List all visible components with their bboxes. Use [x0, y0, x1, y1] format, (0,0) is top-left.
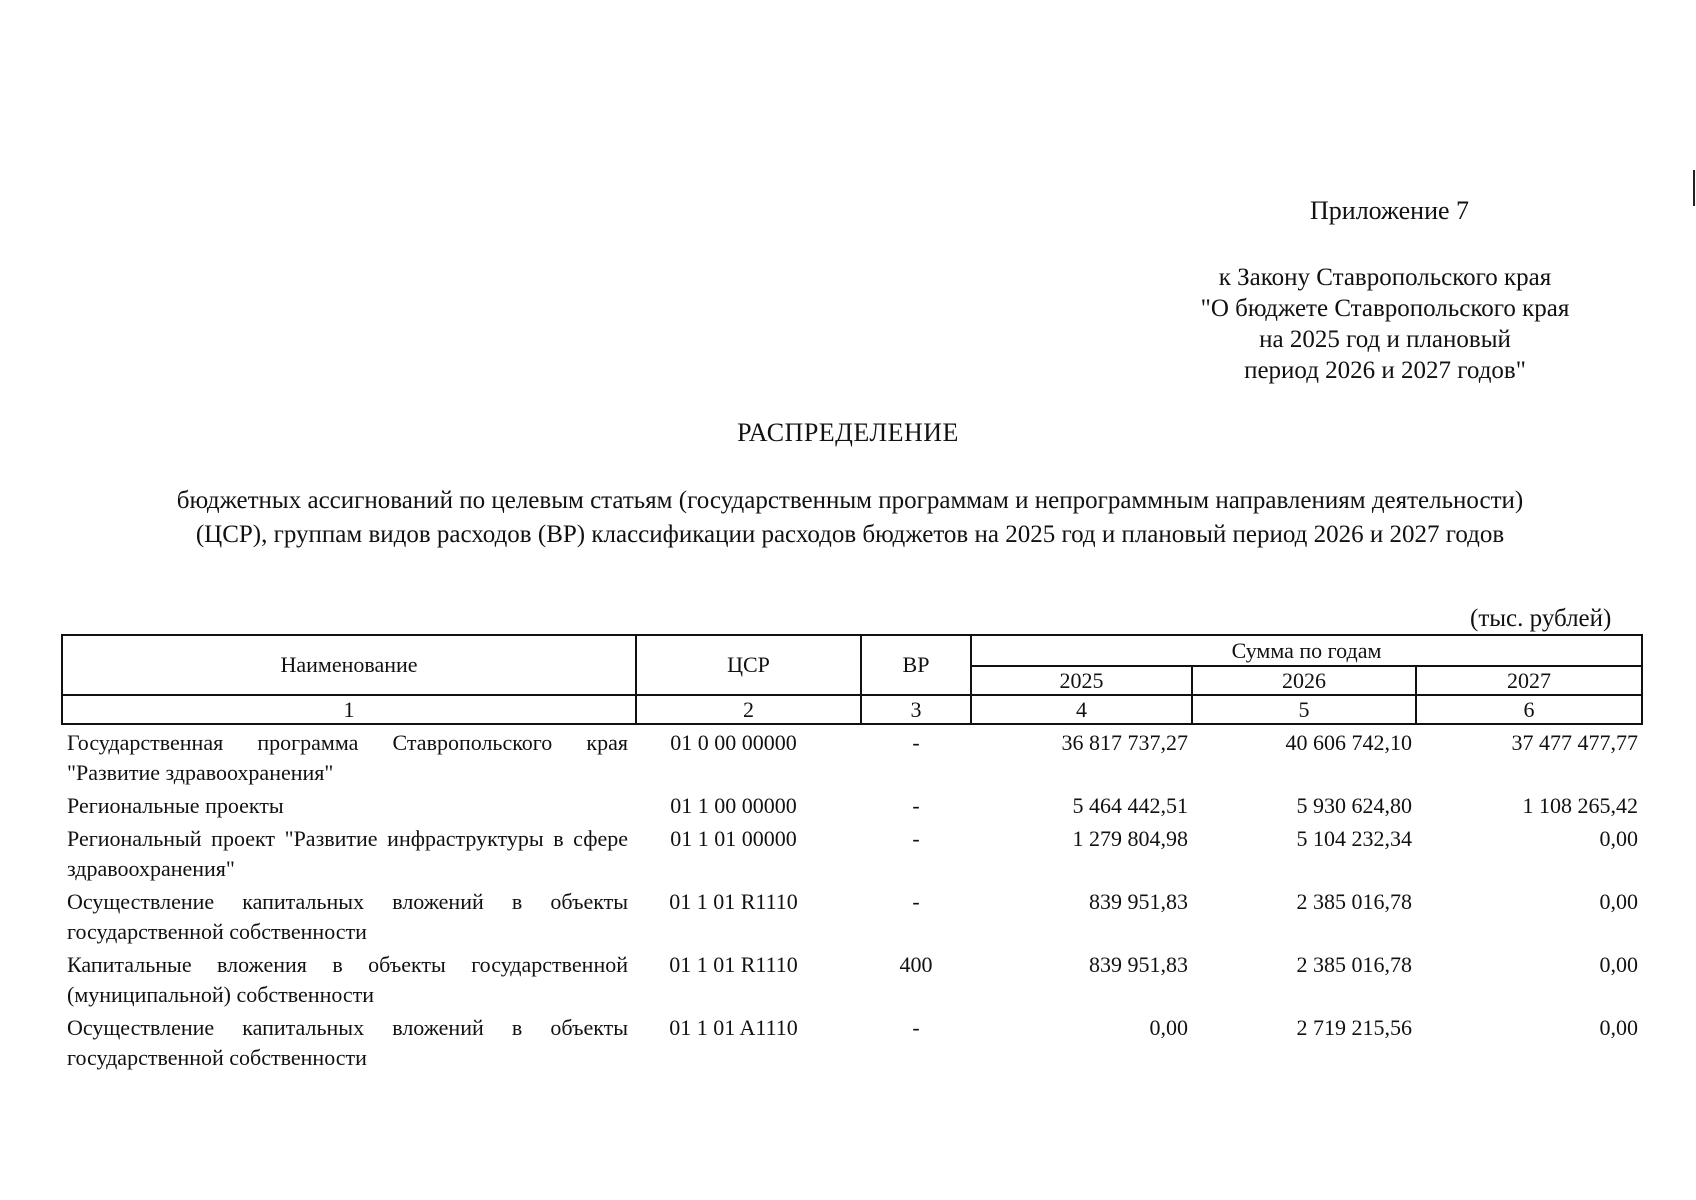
row-amount-2027: 0,00 [1599, 826, 1638, 851]
row-name: Осуществление капитальных вложений в объекты государственной собственности [67, 889, 628, 944]
law-reference-line: на 2025 год и плановый [1259, 326, 1511, 353]
table-row [62, 788, 1642, 821]
row-name: Региональный проект "Развитие инфраструктуры в сфере здравоохранения" [67, 826, 628, 881]
units-label: (тыс. рублей) [1470, 605, 1612, 632]
row-amount-2025: 0,00 [1149, 1015, 1188, 1040]
budget-table [61, 634, 1643, 1073]
row-amount-2025: 839 951,83 [1089, 889, 1188, 914]
row-csr: 01 1 01 A1110 [669, 1015, 798, 1040]
row-amount-2026: 5 930 624,80 [1296, 793, 1412, 818]
row-amount-2025: 5 464 442,51 [1072, 793, 1188, 818]
appendix-number: Приложение 7 [1310, 196, 1470, 225]
column-number: 4 [971, 695, 1192, 724]
header-csr: ЦСР [636, 635, 861, 695]
row-amount-2025: 839 951,83 [1089, 952, 1188, 977]
row-amount-2027: 0,00 [1599, 889, 1638, 914]
column-number: 1 [62, 695, 636, 724]
row-amount-2027: 37 477 477,77 [1511, 730, 1638, 755]
row-amount-2027: 0,00 [1599, 952, 1638, 977]
row-amount-2026: 2 385 016,78 [1296, 889, 1412, 914]
table-row [62, 1010, 1642, 1073]
column-number: 2 [636, 695, 861, 724]
row-amount-2027: 0,00 [1599, 1015, 1638, 1040]
row-amount-2027: 1 108 265,42 [1522, 793, 1638, 818]
column-number: 5 [1192, 695, 1416, 724]
row-vr: - [912, 730, 920, 755]
header-vr: ВР [861, 635, 971, 695]
header-sum-by-years: Сумма по годам [971, 635, 1642, 666]
row-amount-2026: 2 385 016,78 [1296, 952, 1412, 977]
law-reference [1150, 262, 1620, 386]
row-amount-2025: 36 817 737,27 [1061, 730, 1188, 755]
column-number: 6 [1416, 695, 1642, 724]
page-edge-mark [1693, 170, 1695, 206]
law-reference-line: "О бюджете Ставропольского края [1200, 295, 1570, 322]
column-number: 3 [861, 695, 971, 724]
row-amount-2026: 5 104 232,34 [1296, 826, 1412, 851]
table-row [62, 884, 1642, 947]
law-reference-line: к Закону Ставропольского края [1218, 264, 1552, 291]
row-name: Государственная программа Ставропольского края "Развитие здравоохранения" [67, 730, 628, 785]
row-amount-2026: 2 719 215,56 [1296, 1015, 1412, 1040]
row-csr: 01 1 01 00000 [670, 826, 797, 851]
row-vr: - [912, 1015, 920, 1040]
table-row [62, 724, 1642, 788]
subtitle-line: (ЦСР), группам видов расходов (ВР) классификации расходов бюджетов на 2025 год и плановый период 2026 и 2027 годов [195, 521, 1505, 548]
table-row [62, 821, 1642, 884]
subtitle-line: бюджетных ассигнований по целевым статьям (государственным программам и непрограммным направлениям деятельности) [176, 487, 1524, 514]
law-reference-line: период 2026 и 2027 годов" [1244, 357, 1526, 384]
row-vr: - [912, 793, 920, 818]
header-year-2025: 2025 [971, 666, 1192, 695]
row-csr: 01 1 00 00000 [670, 793, 797, 818]
header-name: Наименование [62, 635, 636, 695]
header-year-2027: 2027 [1416, 666, 1642, 695]
row-csr: 01 1 01 R1110 [669, 952, 798, 977]
document-subtitle [40, 484, 1660, 552]
row-csr: 01 1 01 R1110 [669, 889, 798, 914]
row-csr: 01 0 00 00000 [670, 730, 797, 755]
document-title: РАСПРЕДЕЛЕНИЕ [737, 418, 959, 447]
row-vr: - [912, 826, 920, 851]
table-row [62, 947, 1642, 1010]
row-name: Капитальные вложения в объекты государственной (муниципальной) собственности [67, 952, 628, 1007]
row-vr: - [912, 889, 920, 914]
row-name: Региональные проекты [67, 793, 284, 818]
row-vr: 400 [899, 952, 933, 977]
row-amount-2025: 1 279 804,98 [1072, 826, 1188, 851]
header-year-2026: 2026 [1192, 666, 1416, 695]
row-amount-2026: 40 606 742,10 [1285, 730, 1412, 755]
row-name: Осуществление капитальных вложений в объекты государственной собственности [67, 1015, 628, 1070]
